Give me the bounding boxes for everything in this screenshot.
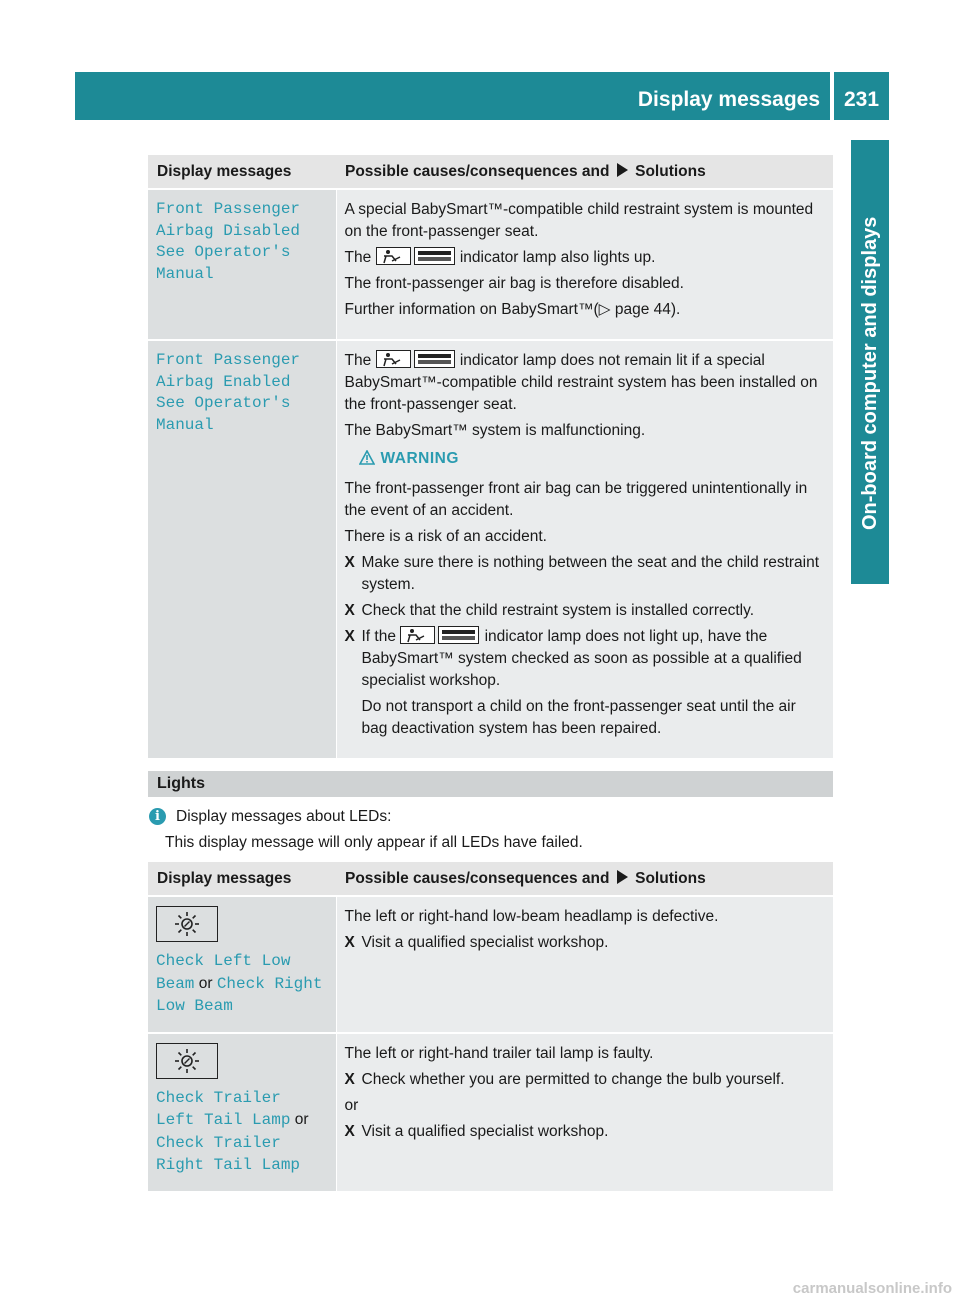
step-x-icon: X: [344, 1070, 355, 1088]
warning-triangle-icon: [359, 450, 375, 465]
display-message: Check Trailer Left Tail Lamp or Check Trailer Right Tail Lamp: [156, 1088, 309, 1174]
info-text: Display messages about LEDs:: [176, 808, 392, 825]
messages-table-airbag: [148, 155, 833, 760]
or-text: or: [344, 1096, 359, 1114]
step-x-icon: X: [344, 554, 355, 571]
cross-reference: Further information on BabySmart™(▷ page 44).: [344, 301, 681, 318]
solution-step: X Visit a qualified specialist workshop.: [345, 1121, 826, 1143]
solution-step: X Check whether you are permitted to change the bulb yourself.: [345, 1069, 826, 1091]
warning-heading: WARNING: [359, 448, 826, 470]
arrow-right-icon: [617, 163, 628, 177]
solution-note: Do not transport a child on the front-passenger seat until the air bag deactivation system has been repaired.: [361, 698, 796, 737]
cause-text: The indicator lamp does not remain lit if a special BabySmart™-compatible child restraint system has been installed on the front-passenger seat.: [344, 352, 818, 413]
page-title: Display messages: [637, 88, 820, 111]
solution-step: X Visit a qualified specialist workshop.: [345, 932, 826, 954]
airbag-indicator-icon: [376, 247, 456, 265]
side-tab-label: On-board computer and displays: [859, 216, 881, 530]
section-title: Lights: [157, 775, 205, 792]
messages-table-lights: [148, 862, 833, 1193]
col-header-messages: Display messages: [148, 155, 336, 189]
cause-text: The left or right-hand trailer tail lamp is faulty.: [344, 1044, 654, 1062]
display-message: Front Passenger Airbag Enabled See Operator's Manual: [156, 351, 301, 434]
cause-text: A special BabySmart™-compatible child restraint system is mounted on the front-passenger seat.: [344, 201, 814, 240]
info-text: This display message will only appear if all LEDs have failed.: [165, 834, 583, 851]
col-header-causes: Possible causes/consequences and Solutions: [336, 155, 833, 189]
col-header-causes: Possible causes/consequences and Solutions: [336, 862, 833, 896]
page-number: 231: [843, 88, 880, 111]
col-header-messages: Display messages: [148, 862, 336, 896]
cause-text: The front-passenger air bag is therefore disabled.: [344, 275, 684, 292]
section-bar: [148, 771, 833, 797]
step-x-icon: X: [344, 628, 355, 645]
airbag-indicator-icon: [400, 626, 480, 644]
table-row: [148, 340, 833, 759]
airbag-indicator-icon: [376, 350, 456, 368]
display-message: Front Passenger Airbag Disabled See Operator's Manual: [156, 200, 301, 283]
table-row: [148, 896, 833, 1033]
table-row: [148, 189, 833, 340]
lamp-failure-icon: [156, 1043, 218, 1079]
cause-text: The BabySmart™ system is malfunctioning.: [344, 422, 646, 439]
watermark: carmanualsonline.info: [792, 1280, 952, 1297]
step-x-icon: X: [344, 1122, 355, 1140]
table-row: [148, 1033, 833, 1192]
solution-step: X Check that the child restraint system is installed correctly.: [345, 600, 826, 622]
step-x-icon: X: [344, 934, 355, 951]
cause-text: The indicator lamp also lights up.: [344, 249, 656, 266]
warning-text: There is a risk of an accident.: [344, 528, 547, 545]
cause-text: The left or right-hand low-beam headlamp is defective.: [344, 908, 719, 925]
arrow-right-icon: [617, 870, 628, 884]
display-message: Check Left Low Beam or Check Right Low Beam: [156, 952, 323, 1015]
lamp-failure-icon: [156, 906, 218, 942]
solution-step: X Make sure there is nothing between the seat and the child restraint system.: [344, 554, 820, 593]
solution-step: X If the indicator lamp does not light up, have the BabySmart™ system checked as soon as possible at a qualified specialist workshop.: [344, 628, 802, 689]
warning-text: The front-passenger front air bag can be triggered unintentionally in the event of an accident.: [344, 480, 808, 519]
info-icon: i: [149, 808, 166, 825]
step-x-icon: X: [344, 602, 355, 619]
